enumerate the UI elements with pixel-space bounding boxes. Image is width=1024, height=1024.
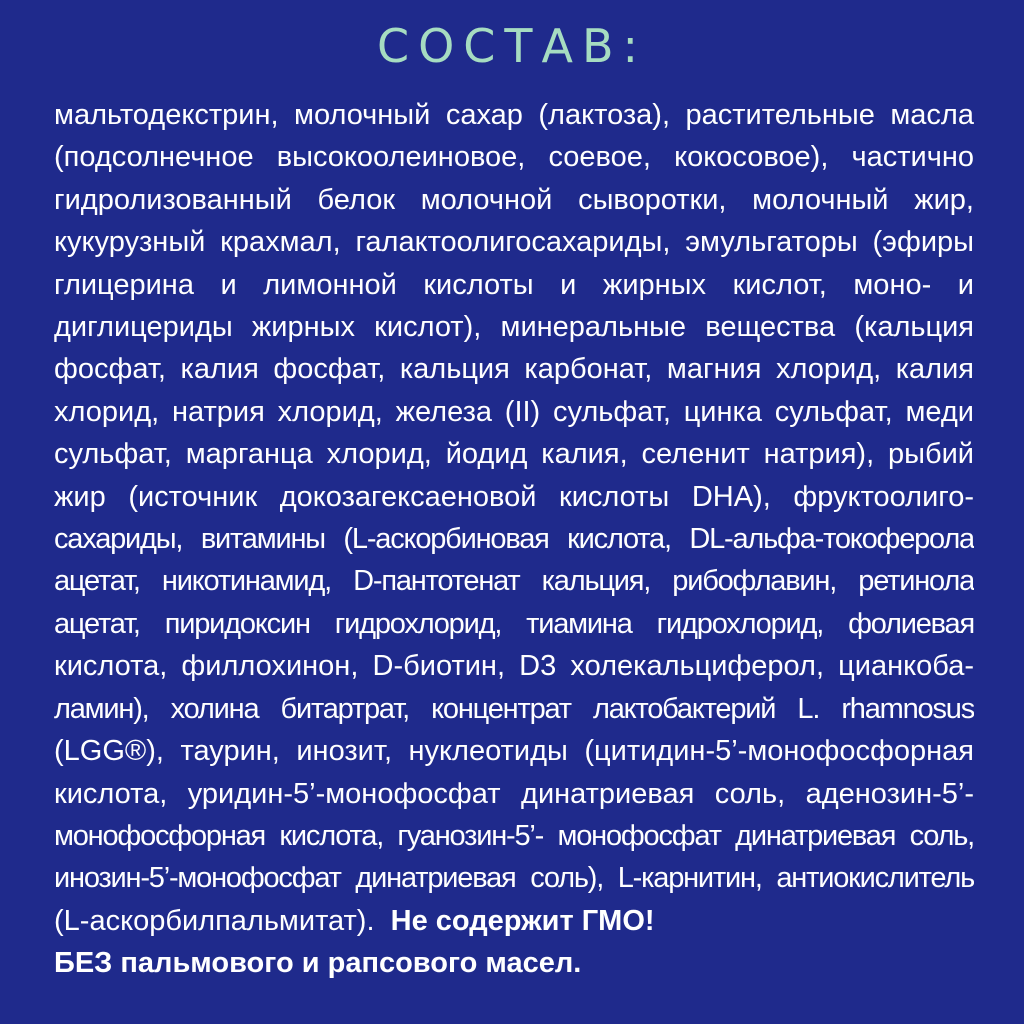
- ingredients-line: сульфат, марганца хлорид, йодид калия, селенит натрия), рыбий: [54, 438, 974, 471]
- ingredients-line: кислота, филлохинон, D-биотин, D3 холекальциферол, цианкоба-: [54, 650, 974, 683]
- ingredients-line: сахариды, витамины (L-аскорбиновая кислота, DL-альфа-токоферола: [54, 523, 974, 556]
- palm-free-notice: БЕЗ пальмового и рапсового масел.: [54, 947, 582, 980]
- ingredients-line: гидролизованный белок молочной сыворотки, молочный жир,: [54, 183, 974, 216]
- ingredients-line: инозин-5’-монофосфат динатриевая соль), L-карнитин, антиокислитель: [54, 862, 974, 895]
- ingredients-line: (LGG®), таурин, инозит, нуклеотиды (цитидин-5’-монофосфорная: [54, 735, 974, 768]
- ingredients-line: хлорид, натрия хлорид, железа (II) сульфат, цинка сульфат, меди: [54, 395, 974, 428]
- ingredients-line: ацетат, пиридоксин гидрохлорид, тиамина гидрохлорид, фолиевая: [54, 607, 974, 640]
- page-title: СОСТАВ:: [376, 19, 648, 73]
- ingredients-line: ацетат, никотинамид, D-пантотенат кальция, рибофлавин, ретинола: [54, 565, 974, 598]
- ingredients-line: мальтодекстрин, молочный сахар (лактоза), растительные масла: [54, 99, 974, 131]
- ingredients-line: фосфат, калия фосфат, кальция карбонат, магния хлорид, калия: [54, 353, 974, 386]
- ingredients-line: (подсолнечное высокоолеиновое, соевое, кокосовое), частично: [54, 141, 974, 174]
- ingredients-line: кукурузный крахмал, галактоолигосахариды, эмульгаторы (эфиры: [54, 226, 974, 259]
- gmo-free-notice: Не содержит ГМО!: [390, 904, 655, 937]
- ingredients-line: ламин), холина битартрат, концентрат лактобактерий L. rhamnosus: [54, 692, 974, 725]
- ingredients-line-end: (L-аскорбилпальмитат).: [54, 904, 375, 937]
- ingredients-text: [54, 94, 974, 985]
- ingredients-line: диглицериды жирных кислот), минеральные вещества (кальция: [54, 311, 974, 344]
- ingredients-last-line: [54, 900, 974, 942]
- ingredients-line: кислота, уридин-5’-монофосфат динатриевая соль, аденозин-5’-: [54, 777, 974, 810]
- ingredients-line: монофосфорная кислота, гуанозин-5’- монофосфат динатриевая соль,: [54, 819, 974, 852]
- ingredients-line: жир (источник докозагексаеновой кислоты DHA), фруктоолиго-: [54, 480, 974, 513]
- ingredients-line: глицерина и лимонной кислоты и жирных кислот, моно- и: [54, 268, 974, 301]
